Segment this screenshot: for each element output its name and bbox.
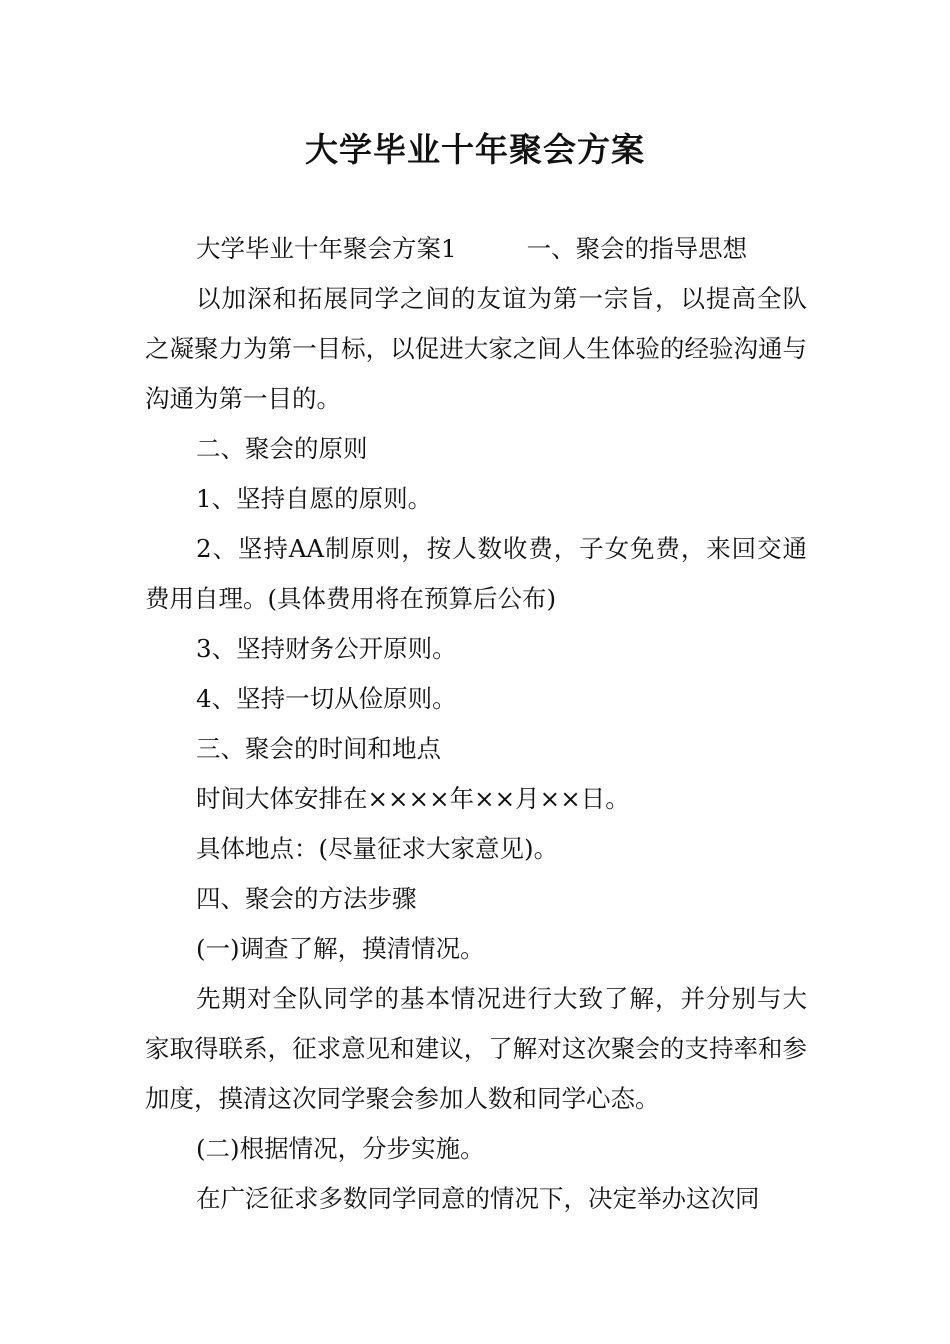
document-title: 大学毕业十年聚会方案 (305, 130, 645, 169)
section-heading: 四、聚会的方法步骤 (196, 884, 417, 913)
document-body (145, 224, 807, 1224)
section-heading: 三、聚会的时间和地点 (196, 734, 441, 763)
paragraph: 以加深和拓展同学之间的友谊为第一宗旨，以提高全队之凝聚力为第一目标，以促进大家之间人生体验的经验沟通与沟通为第一目的。 (145, 284, 807, 413)
paragraph: 1、坚持自愿的原则。 (196, 484, 433, 513)
section-heading-inline: 大学毕业十年聚会方案1 (196, 234, 457, 263)
paragraph: 时间大体安排在××××年××月××日。 (196, 784, 630, 813)
paragraph: 先期对全队同学的基本情况进行大致了解，并分别与大家取得联系，征求意见和建议，了解对这次聚会的支持率和参加度，摸清这次同学聚会参加人数和同学心态。 (145, 984, 807, 1113)
subsection-heading: (二)根据情况，分步实施。 (196, 1134, 485, 1163)
paragraph: 3、坚持财务公开原则。 (196, 634, 457, 663)
paragraph: 2、坚持AA制原则，按人数收费，子女免费，来回交通费用自理。(具体费用将在预算后公布) (145, 534, 807, 613)
section-heading-inline: 一、聚会的指导思想 (526, 234, 748, 263)
section-heading: 二、聚会的原则 (196, 434, 368, 463)
paragraph: 在广泛征求多数同学同意的情况下，决定举办这次同 (196, 1184, 760, 1213)
subsection-heading: (一)调查了解，摸清情况。 (196, 934, 485, 963)
paragraph: 4、坚持一切从俭原则。 (196, 684, 457, 713)
paragraph: 具体地点：(尽量征求大家意见)。 (196, 834, 559, 863)
paragraph (145, 224, 807, 274)
